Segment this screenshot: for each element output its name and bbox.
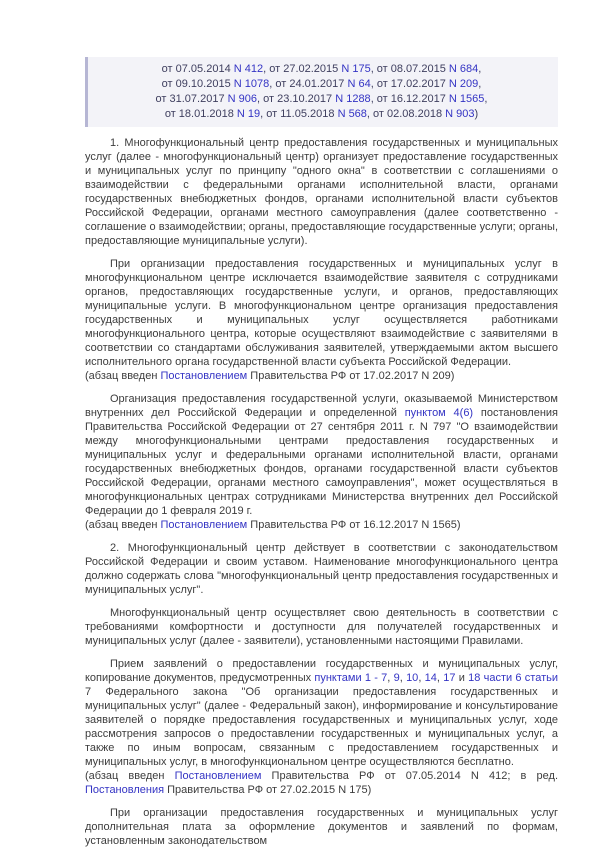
- text-run: , от 27.02.2015: [263, 63, 342, 75]
- text-run: Организация предоставления государственной услуги, оказываемой Министерством внутренних дел Российской Федерации и определенной: [85, 393, 558, 419]
- text-run: Правительства РФ от 17.02.2017 N 209): [247, 370, 455, 382]
- text-run: 7 Федерального закона "Об организации предоставления государственных и муниципальных услуг" (далее - Федеральный закон), информирование и консультирование заявителей о порядке предоставления государственных и муниципальных услуг, ходе рассмотрения запросов о предоставлении государственных и муниципальных услуг, а также по иным вопросам, связанным с предоставлением государственных и муниципальных услуг, в многофункциональном центре осуществляются бесплатно.: [85, 686, 558, 768]
- document-link[interactable]: N 906: [227, 93, 257, 105]
- text-run: , от 23.10.2017: [257, 93, 336, 105]
- paragraph: [85, 392, 558, 518]
- document-link[interactable]: Постановлением: [160, 370, 248, 382]
- document-link[interactable]: 14: [424, 672, 437, 684]
- text-run: , от 11.05.2018: [260, 108, 338, 120]
- amendment-line: [95, 77, 548, 92]
- document-link[interactable]: N 1078: [233, 78, 270, 90]
- text-run: от 18.01.2018: [164, 108, 237, 120]
- document-link[interactable]: Постановления: [85, 784, 165, 796]
- paragraph: [85, 257, 558, 369]
- text-run: 1. Многофункциональный центр предоставления государственных и муниципальных услуг (далее - многофункциональный центр) организует предоставление государственных и муниципальных услуг по принципу "одного окна" в соответствии с соглашениями о взаимодействии с федеральными органами исполнительной власти, органами государственных внебюджетных фондов, органами исполнительной власти субъектов Российской Федерации, органами местного самоуправления (далее соответственно - соглашение о взаимодействии; органы, предоставляющие государственные услуги; органы, предоставляющие муниципальные услуги).: [85, 137, 558, 247]
- paragraph: [85, 606, 558, 648]
- document-link[interactable]: N 1565: [448, 93, 485, 105]
- document-body: [85, 136, 558, 848]
- paragraph: [85, 657, 558, 769]
- amendment-note: [85, 518, 558, 532]
- text-run: , от 24.01.2017: [269, 78, 348, 90]
- document-link[interactable]: N 64: [347, 78, 371, 90]
- document-link[interactable]: Постановлением: [174, 770, 262, 782]
- text-run: , от 16.12.2017: [370, 93, 449, 105]
- text-run: Правительства РФ от 16.12.2017 N 1565): [247, 519, 461, 531]
- document-link[interactable]: N 412: [233, 63, 264, 75]
- document-link[interactable]: N 684: [448, 63, 479, 75]
- text-run: (абзац введен: [85, 770, 175, 782]
- text-run: и: [455, 672, 469, 684]
- document-link[interactable]: 10: [406, 672, 419, 684]
- document-link[interactable]: 9: [393, 672, 400, 684]
- amendment-line: [95, 92, 548, 107]
- text-run: При организации предоставления государственных и муниципальных услуг в многофункциональном центре исключается взаимодействие заявителя с сотрудниками органов, предоставляющих государственные услуги, и органов, предоставляющих муниципальные услуги. В многофункциональном центре организация предоставления государственных и муниципальных услуг осуществляется работниками многофункционального центра, которые осуществляют взаимодействие с заявителями в соответствии со стандартами обслуживания заявителей, утверждаемыми актом высшего исполнительного органа государственной власти субъекта Российской Федерации.: [85, 258, 558, 368]
- text-run: При организации предоставления государственных и муниципальных услуг дополнительная плата за оформление документов и заявлений по формам, установленным законодательством: [85, 807, 558, 847]
- amendment-note: [85, 369, 558, 383]
- text-run: ,: [418, 672, 425, 684]
- text-run: Многофункциональный центр осуществляет свою деятельность в соответствии с требованиями комфортности и доступности для получателей государственных и муниципальных услуг (далее - заявители), установленными настоящими Правилами.: [85, 607, 558, 647]
- text-run: ,: [387, 672, 394, 684]
- amendment-note: [85, 769, 558, 797]
- text-run: Прием заявлений о предоставлении государственных и муниципальных услуг, копирование документов, предусмотренных: [85, 658, 558, 684]
- document-content: [85, 57, 558, 848]
- text-run: ,: [478, 63, 482, 75]
- document-link[interactable]: 18 части 6 статьи: [468, 672, 559, 684]
- text-run: ,: [478, 78, 482, 90]
- text-run: 2. Многофункциональный центр действует в соответствии с законодательством Российской Федерации и своим уставом. Наименование многофункционального центра должно содержать слова "многофункциональный центр предоставления государственных и муниципальных услуг".: [85, 542, 558, 596]
- document-link[interactable]: пунктом 4(6): [404, 407, 474, 419]
- amendments-list-box: [85, 57, 558, 127]
- text-run: ,: [484, 93, 488, 105]
- document-link[interactable]: N 568: [337, 108, 367, 120]
- amendment-line: [95, 107, 548, 122]
- document-link[interactable]: 17: [443, 672, 456, 684]
- text-run: , от 17.02.2017: [370, 78, 449, 90]
- text-run: постановления Правительства Российской Федерации от 27 сентября 2011 г. N 797 "О взаимодействии между многофункциональными центрами предоставления государственных и муниципальных услуг и федеральными органами исполнительной власти, органами государственных внебюджетных фондов, органами государственной власти субъектов Российской Федерации, органами местного самоуправления", может осуществляться в многофункциональных центрах сотрудниками Министерства внутренних дел Российской Федерации до 1 февраля 2019 г.: [85, 407, 558, 517]
- document-link[interactable]: Постановлением: [160, 519, 248, 531]
- document-link[interactable]: N 903: [445, 108, 475, 120]
- text-run: ,: [399, 672, 407, 684]
- document-link[interactable]: N 209: [448, 78, 479, 90]
- text-run: от 07.05.2014: [161, 63, 234, 75]
- text-run: (абзац введен: [85, 370, 161, 382]
- paragraph: [85, 541, 558, 597]
- amendment-line: [95, 62, 548, 77]
- text-run: (абзац введен: [85, 519, 161, 531]
- text-run: от 31.07.2017: [155, 93, 228, 105]
- text-run: , от 02.08.2018: [366, 108, 446, 120]
- text-run: Правительства РФ от 07.05.2014 N 412; в ред.: [261, 770, 558, 782]
- text-run: ,: [436, 672, 444, 684]
- document-link[interactable]: N 175: [341, 63, 371, 75]
- text-run: , от 08.07.2015: [370, 63, 449, 75]
- text-run: ): [474, 108, 479, 120]
- document-link[interactable]: N 1288: [335, 93, 371, 105]
- document-link[interactable]: пунктами 1 - 7: [314, 672, 388, 684]
- paragraph: [85, 806, 558, 848]
- document-link[interactable]: N 19: [236, 108, 261, 120]
- text-run: от 09.10.2015: [161, 78, 234, 90]
- paragraph: [85, 136, 558, 248]
- text-run: Правительства РФ от 27.02.2015 N 175): [164, 784, 372, 796]
